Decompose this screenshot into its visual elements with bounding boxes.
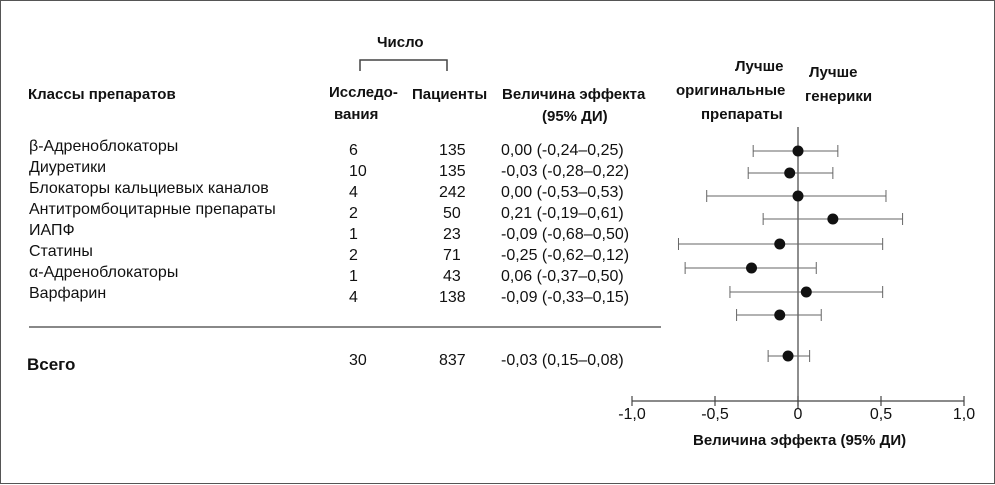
total-effect: -0,03 (0,15–0,08) xyxy=(501,352,624,369)
header-count-group: Число xyxy=(377,34,424,51)
row-studies: 4 xyxy=(349,289,358,306)
x-tick-label: -1,0 xyxy=(618,406,646,423)
row-studies: 4 xyxy=(349,184,358,201)
point-estimate xyxy=(774,310,785,321)
point-estimate xyxy=(801,287,812,298)
point-estimate xyxy=(793,191,804,202)
row-effect: -0,03 (-0,28–0,22) xyxy=(501,163,630,180)
total-patients: 837 xyxy=(439,352,466,369)
row-class: Блокаторы кальциевых каналов xyxy=(29,180,269,197)
favors-original-line3: препараты xyxy=(701,106,783,123)
header-effect-line1: Величина эффекта xyxy=(502,86,646,103)
row-patients: 135 xyxy=(439,142,466,159)
row-class: Антитромбоцитарные препараты xyxy=(29,201,276,218)
point-estimate xyxy=(774,239,785,250)
row-class: Варфарин xyxy=(29,285,107,302)
header-patients: Пациенты xyxy=(412,86,488,103)
x-tick-label: 0,5 xyxy=(869,406,893,423)
point-estimate xyxy=(793,146,804,157)
favors-original-line1: Лучше xyxy=(735,58,784,75)
row-patients: 43 xyxy=(443,268,461,285)
x-tick-label: 1,0 xyxy=(952,406,976,423)
row-effect: 0,06 (-0,37–0,50) xyxy=(501,268,624,285)
row-studies: 10 xyxy=(349,163,367,180)
favors-original-line2: оригинальные xyxy=(676,82,786,99)
point-estimate xyxy=(783,351,794,362)
row-studies: 1 xyxy=(349,268,358,285)
row-class: α-Адреноблокаторы xyxy=(29,264,179,281)
row-class: Диуретики xyxy=(29,159,107,176)
row-effect: 0,21 (-0,19–0,61) xyxy=(501,205,624,222)
x-tick-label: -0,5 xyxy=(701,406,729,423)
total-studies: 30 xyxy=(349,352,367,369)
header-studies-line2: вания xyxy=(334,106,379,123)
total-label: Всего xyxy=(27,355,76,374)
point-estimate xyxy=(784,168,795,179)
row-patients: 23 xyxy=(443,226,461,243)
forest-plot-chart xyxy=(1,1,995,485)
row-class: ИАПФ xyxy=(29,222,75,239)
row-effect: 0,00 (-0,53–0,53) xyxy=(501,184,624,201)
row-class: β-Адреноблокаторы xyxy=(29,138,179,155)
count-group-bracket xyxy=(360,60,447,71)
row-effect: -0,09 (-0,33–0,15) xyxy=(501,289,630,306)
row-effect: -0,09 (-0,68–0,50) xyxy=(501,226,630,243)
x-tick-label: 0 xyxy=(793,406,803,423)
row-studies: 1 xyxy=(349,226,358,243)
row-studies: 2 xyxy=(349,205,358,222)
row-class: Статины xyxy=(29,243,93,260)
row-patients: 138 xyxy=(439,289,466,306)
row-patients: 50 xyxy=(443,205,461,222)
row-patients: 71 xyxy=(443,247,461,264)
row-effect: 0,00 (-0,24–0,25) xyxy=(501,142,624,159)
point-estimate xyxy=(746,263,757,274)
favors-generic-line2: генерики xyxy=(805,88,873,105)
header-drug-class: Классы препаратов xyxy=(28,86,176,103)
x-axis-label: Величина эффекта (95% ДИ) xyxy=(693,432,907,449)
point-estimate xyxy=(827,214,838,225)
header-studies-line1: Исследо- xyxy=(329,84,398,101)
row-patients: 135 xyxy=(439,163,466,180)
row-studies: 2 xyxy=(349,247,358,264)
header-effect-line2: (95% ДИ) xyxy=(542,108,608,125)
favors-generic-line1: Лучше xyxy=(809,64,858,81)
row-effect: -0,25 (-0,62–0,12) xyxy=(501,247,630,264)
row-studies: 6 xyxy=(349,142,358,159)
row-patients: 242 xyxy=(439,184,466,201)
